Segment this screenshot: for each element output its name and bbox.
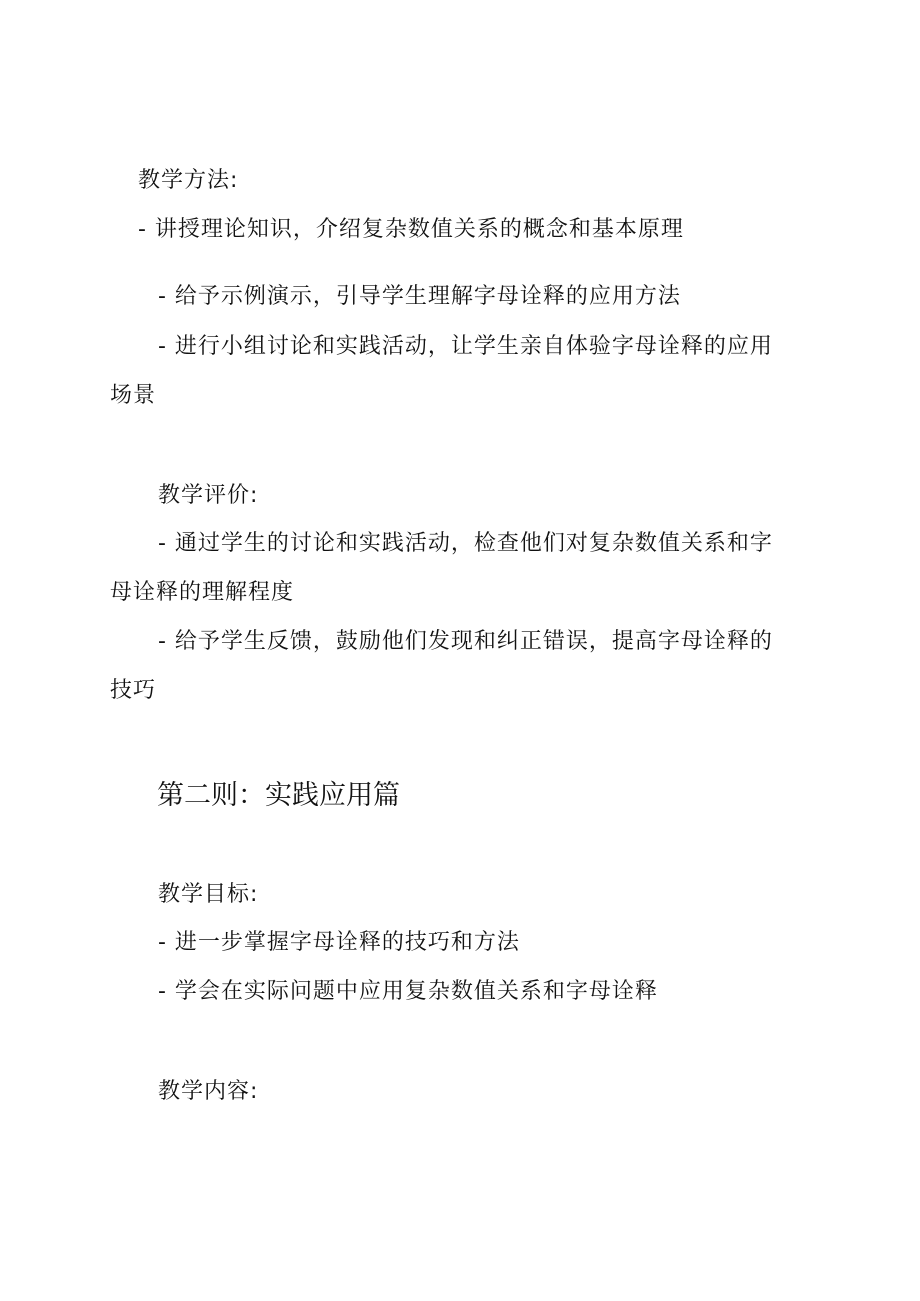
- evaluation-item-1: - 通过学生的讨论和实践活动，检查他们对复杂数值关系和字: [158, 531, 773, 556]
- section-heading-content: 教学内容:: [158, 1079, 259, 1104]
- goals-item-2: - 学会在实际问题中应用复杂数值关系和字母诠释: [158, 979, 658, 1004]
- method-item-2: - 给予示例演示，引导学生理解字母诠释的应用方法: [158, 284, 681, 309]
- section-heading-evaluation: 教学评价:: [158, 483, 259, 508]
- section-heading-method: 教学方法:: [138, 168, 239, 193]
- method-item-3-continued: 场景: [110, 383, 157, 408]
- evaluation-item-1-continued: 母诠释的理解程度: [110, 580, 295, 605]
- method-item-3: - 进行小组讨论和实践活动，让学生亲自体验字母诠释的应用: [158, 334, 773, 359]
- evaluation-item-2: - 给予学生反馈，鼓励他们发现和纠正错误，提高字母诠释的: [158, 629, 773, 654]
- evaluation-item-2-continued: 技巧: [110, 678, 157, 703]
- section-heading-goals: 教学目标:: [158, 882, 259, 907]
- chapter-title: 第二则：实践应用篇: [157, 780, 400, 811]
- goals-item-1: - 进一步掌握字母诠释的技巧和方法: [158, 930, 520, 955]
- method-item-1: - 讲授理论知识，介绍复杂数值关系的概念和基本原理: [138, 217, 684, 242]
